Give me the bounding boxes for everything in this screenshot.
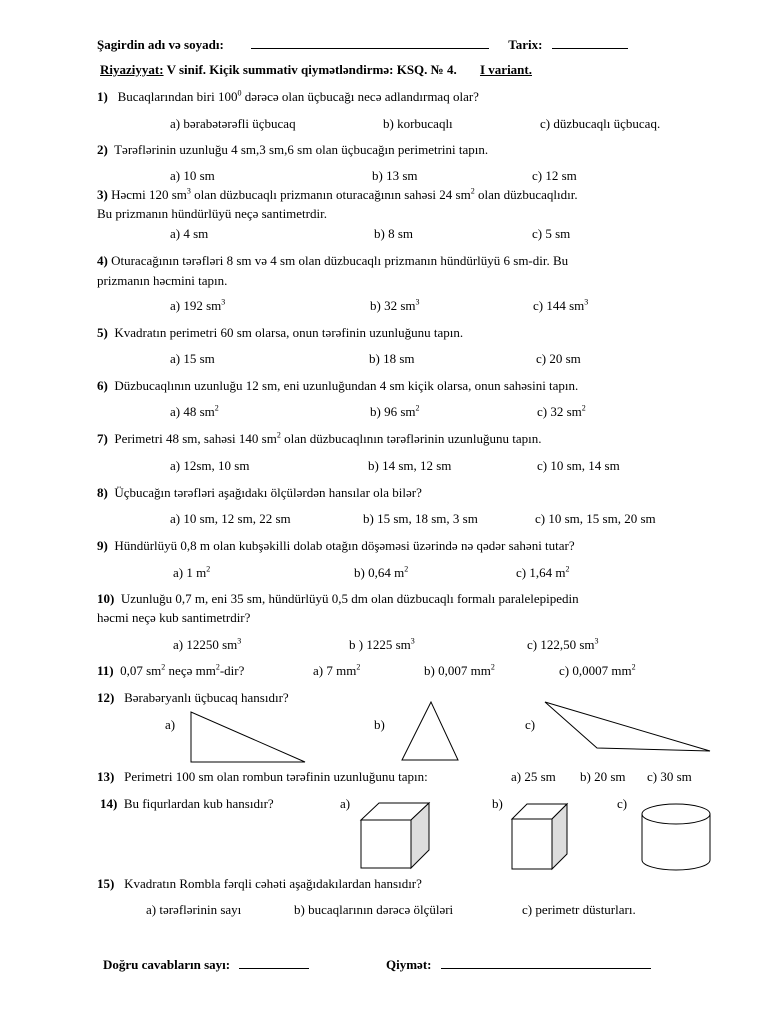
q5-option-c[interactable]: c) 20 sm xyxy=(536,351,581,366)
question-7: 7) Perimetri 48 sm, sahəsi 140 $sm^2$ olan düzbucaqlının tərəflərinin uzunluğunu tapın. xyxy=(97,430,542,446)
q8-option-c[interactable]: c) 10 sm, 15 sm, 20 sm xyxy=(535,511,656,526)
q12-option-c[interactable]: c) xyxy=(525,717,536,732)
q9-option-c[interactable]: c) 1,64 $m^2$ xyxy=(516,564,570,580)
question-5: 5) Kvadratın perimetri 60 sm olarsa, onun tərəfinin uzunluğunu tapın. xyxy=(97,325,464,340)
correct-answers-label: Doğru cavabların sayı: xyxy=(103,956,309,973)
question-12: 12) Bərabəryanlı üçbucaq hansıdır? xyxy=(97,690,289,705)
q1-option-b[interactable]: b) korbucaqlı xyxy=(383,116,453,131)
question-6: 6) Düzbucaqlının uzunluğu 12 sm, eni uzunluğundan 4 sm kiçik olarsa, onun sahəsini tapın. xyxy=(97,378,579,393)
question-15: 15) Kvadratın Rombla fərqli cəhəti aşağıdakılardan hansıdır? xyxy=(97,876,422,891)
q15-option-a[interactable]: a) tərəflərinin sayı xyxy=(146,902,242,917)
q6-option-a[interactable]: a) 48 $sm^2$ xyxy=(170,403,219,419)
question-11: 11) 0,07 $sm^2$ neçə $mm^2$-dir? xyxy=(97,662,245,678)
q5-option-a[interactable]: a) 15 sm xyxy=(170,351,215,366)
question-14: 14) Bu fiqurlardan kub hansıdır? xyxy=(100,796,274,811)
q9-option-a[interactable]: a) 1 $m^2$ xyxy=(173,564,211,580)
q15-option-c[interactable]: c) perimetr düsturları. xyxy=(522,902,636,917)
q3-option-a[interactable]: a) 4 sm xyxy=(170,226,209,241)
q11-option-c[interactable]: c) 0,0007 $mm^2$ xyxy=(559,662,636,678)
q4-option-c[interactable]: c) 144 $sm^3$ xyxy=(533,297,589,313)
question-1: 1) Bucaqlarından biri $100^0$ dərəcə olan üçbucağı necə adlandırmaq olar? xyxy=(97,88,479,104)
subject: Riyaziyyat: xyxy=(100,62,164,77)
correct-answers-blank[interactable] xyxy=(239,956,309,969)
q12-option-a[interactable]: a) xyxy=(165,717,176,732)
q13-option-a[interactable]: a) 25 sm xyxy=(511,769,556,784)
q7-option-a[interactable]: a) 12sm, 10 sm xyxy=(170,458,250,473)
q11-option-a[interactable]: a) 7 $mm^2$ xyxy=(313,662,361,678)
q1-option-a[interactable]: a) bərabətərəfli üçbucaq xyxy=(170,116,296,131)
q10-option-b[interactable]: b ) 1225 $sm^3$ xyxy=(349,636,415,652)
variant-label: I variant. xyxy=(479,62,532,77)
grade-label: Qiymət: xyxy=(386,956,651,973)
q13-option-c[interactable]: c) 30 sm xyxy=(647,769,692,784)
question-4-line-2: prizmanın həcmini tapın. xyxy=(97,273,228,288)
name-label: Şagirdin adı və soyadı: Tarix: xyxy=(97,36,628,53)
q14-option-b[interactable]: b) xyxy=(492,796,503,811)
q15-option-b[interactable]: b) bucaqlarının dərəcə ölçüləri xyxy=(294,902,454,917)
q1-option-c[interactable]: c) düzbucaqlı üçbucaq. xyxy=(540,116,661,131)
q10-option-a[interactable]: a) 12250 $sm^3$ xyxy=(173,636,242,652)
question-3: 3) Həcmi 120 $sm^3$ olan düzbucaqlı prizmanın oturacağının sahəsi 24 $sm^2$ olan düzbucaqlıdır. xyxy=(97,186,578,202)
q8-option-b[interactable]: b) 15 sm, 18 sm, 3 sm xyxy=(363,511,478,526)
q2-option-b[interactable]: b) 13 sm xyxy=(372,168,418,183)
q6-option-b[interactable]: b) 96 $sm^2$ xyxy=(370,403,420,419)
q10-option-c[interactable]: c) 122,50 $sm^3$ xyxy=(527,636,599,652)
q7-option-c[interactable]: c) 10 sm, 14 sm xyxy=(537,458,620,473)
question-2: 2) Tərəflərinin uzunluğu 4 sm,3 sm,6 sm olan üçbucağın perimetrini tapın. xyxy=(97,142,489,157)
q2-option-a[interactable]: a) 10 sm xyxy=(170,168,215,183)
q5-option-b[interactable]: b) 18 sm xyxy=(369,351,415,366)
q7-option-b[interactable]: b) 14 sm, 12 sm xyxy=(368,458,452,473)
q3-option-b[interactable]: b) 8 sm xyxy=(374,226,413,241)
question-10-line-2: həcmi neçə kub santimetrdir? xyxy=(97,610,251,625)
grade-blank[interactable] xyxy=(441,956,651,969)
q11-option-b[interactable]: b) 0,007 $mm^2$ xyxy=(424,662,495,678)
date-label: Tarix: xyxy=(508,37,543,52)
q2-option-c[interactable]: c) 12 sm xyxy=(532,168,577,183)
q8-option-a[interactable]: a) 10 sm, 12 sm, 22 sm xyxy=(170,511,291,526)
cube-figure[interactable] xyxy=(361,803,429,868)
q13-option-b[interactable]: b) 20 sm xyxy=(580,769,626,784)
q9-option-b[interactable]: b) 0,64 $m^2$ xyxy=(354,564,409,580)
question-10: 10) Uzunluğu 0,7 m, eni 35 sm, hündürlüyü 0,5 dm olan düzbucaqlı formalı paralelepipedin xyxy=(97,591,579,606)
q14-option-c[interactable]: c) xyxy=(617,796,628,811)
q4-option-a[interactable]: a) 192 $sm^3$ xyxy=(170,297,226,313)
q3-option-c[interactable]: c) 5 sm xyxy=(532,226,571,241)
question-3-line-2: Bu prizmanın hündürlüyü neçə santimetrdir. xyxy=(97,206,327,221)
question-13: 13) Perimetri 100 sm olan rombun tərəfinin uzunluğunu tapın: xyxy=(97,769,428,784)
prism-figure[interactable] xyxy=(512,804,567,869)
q6-option-c[interactable]: c) 32 $sm^2$ xyxy=(537,403,586,419)
q14-option-a[interactable]: a) xyxy=(340,796,351,811)
q12-option-b[interactable]: b) xyxy=(374,717,385,732)
question-4: 4) Oturacağının tərəfləri 8 sm və 4 sm olan düzbucaqlı prizmanın hündürlüyü 6 sm-dir. Bu xyxy=(97,253,569,268)
cylinder-figure[interactable] xyxy=(642,804,710,870)
q4-option-b[interactable]: b) 32 $sm^3$ xyxy=(370,297,420,313)
question-8: 8) Üçbucağın tərəfləri aşağıdakı ölçülərdən hansılar ola bilər? xyxy=(97,485,422,500)
question-9: 9) Hündürlüyü 0,8 m olan kubşəkilli dolab otağın döşəməsi üzərində nə qədər sahəni tutar? xyxy=(97,538,575,553)
page-title: V sinif. Kiçik summativ qiymətləndirmə: KSQ. № 4. xyxy=(166,62,457,77)
